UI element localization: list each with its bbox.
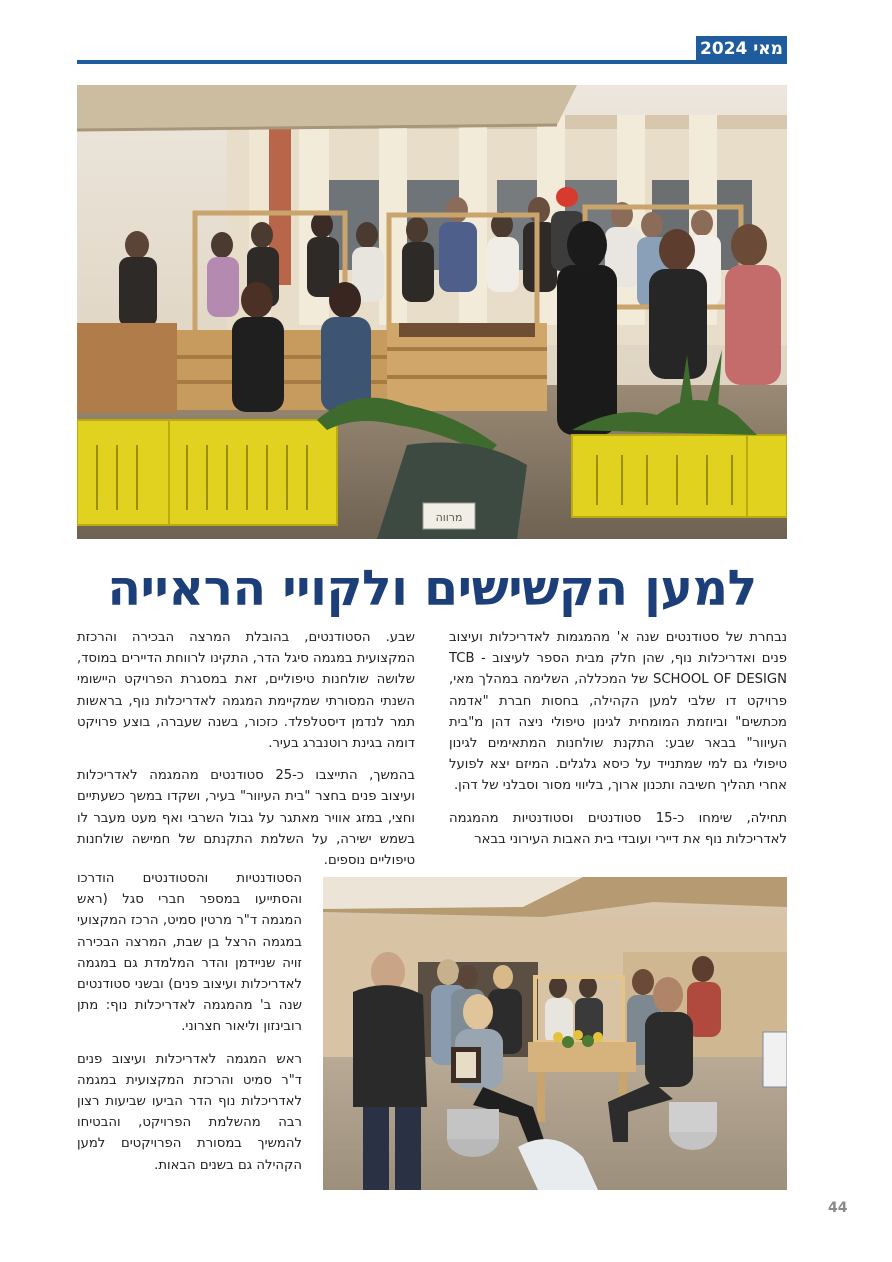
header-rule bbox=[77, 60, 787, 64]
page-number: 44 bbox=[828, 1200, 848, 1216]
group-photo-garden bbox=[77, 85, 787, 539]
paragraph: הסטודנטיות והסטודנטים הודרכו והסתייעו במספר חברי סגל (ראש המגמה ד"ר מרטין סמיט, הרכז המקצועי במגמה הרצל בן שבת, המרצה הבכירה זויה שניידמן והדר המלמדת גם במגמה לאדריכלות ועיצוב פנים) ובשני סטודנטים שנה ב' מהמגמה לאדריכלות נוף: מתן רובינזון וליאור חצרוני. bbox=[77, 871, 302, 1035]
paragraph: נבחרת של סטודנטים שנה א' מהמגמות לאדריכלות ועיצוב פנים ואדריכלות נוף, שהן חלק מבית הספר לעיצוב TCB - SCHOOL OF DESIGN של המכללה, השלימה במהלך מאי, פרויקט דו שלבי למען הקהילה, בחסות חברת "אדמה מכתשים" וביוזמת המומחית לגינון טיפולי ניצה דהן מ"בית העיוור" בבאר שבע: התקנת שולחנות המתאימים לגינון טיפולי גם למי שמתנייד על כיסא גלגלים. המיזם יצא לפועל אחרי תהליך חשיבה ותכנון ארוך, בליווי מסור וסבלני של דהן. bbox=[449, 630, 787, 794]
text-column-left-bottom bbox=[77, 868, 302, 1187]
text-column-left-top bbox=[77, 627, 415, 882]
ceremony-photo-courtyard bbox=[323, 877, 787, 1190]
paragraph: ראש המגמה לאדריכלות ועיצוב פנים ד"ר סמיט והרכזת המקצועית במגמה לאדריכלות נוף הדר הביעו שביעות רצון רבה מהשלמת הפרויקט, והבטיחו להמשיך במסורת הפרויקטים למען הקהילה גם בשנים הבאות. bbox=[77, 1051, 302, 1173]
herb-sign-label: מרווה bbox=[435, 511, 463, 524]
article-headline: למען הקשישים ולקויי הראייה bbox=[107, 560, 757, 617]
paragraph: תחילה, שימחו כ-15 סטודנטים וסטודנטיות מהמגמה לאדריכלות נוף את דיירי ועובדי בית האבות העירוני בבאר bbox=[449, 810, 787, 847]
paragraph: בהמשך, התייצבו כ-25 סטודנטים מהמגמה לאדריכלות ועיצוב פנים בחצר "בית העיוור" בעיר, ושקדו במשך כשעתיים וחצי, במזג אוויר מאתגר על גבול השרבי ואף מעט מעבר לו בשמש ישירה, על השלמת התקנתם של חמישה שולחנות טיפוליים נוספים. bbox=[77, 768, 415, 869]
paragraph: שבע. הסטודנטים, בהובלת המרצה הבכירה והרכזת המקצועית במגמה סיגל הדר, התקינו לרווחת הדיירים במוסד, שלושה שולחנות טיפוליים, זאת במסגרת הפרויקט היישומי השנתי המסורתי שמקיימת המגמה לאדריכלות נוף, בראשות תמר לנדמן דיסטלפלד. כזכור, בשנה שעברה, בוצע פרויקט דומה בגינת רוטנברג בעיר. bbox=[77, 630, 415, 752]
issue-date-badge: מאי 2024 bbox=[696, 36, 787, 62]
text-column-right bbox=[449, 627, 787, 861]
